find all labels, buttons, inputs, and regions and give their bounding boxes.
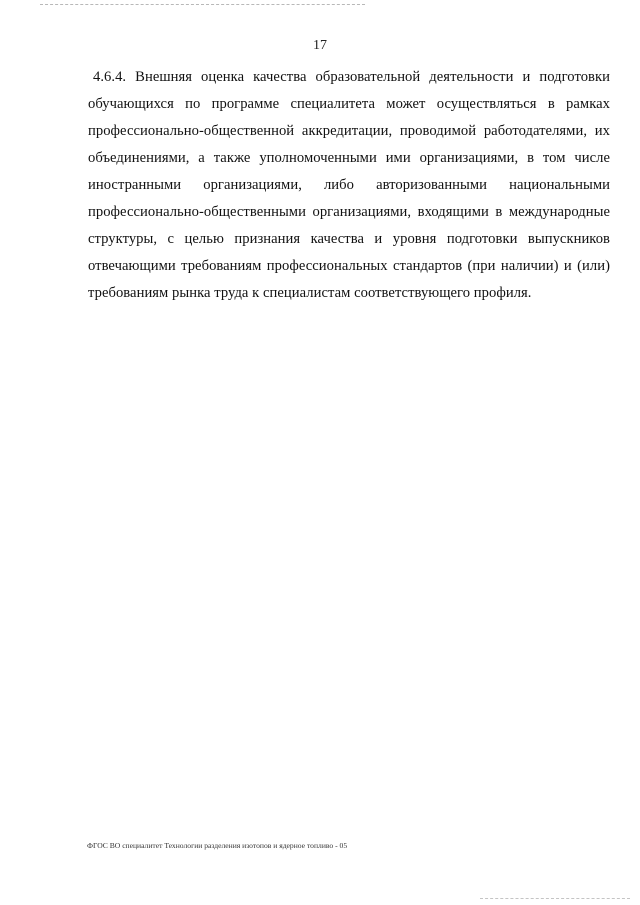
- document-footer: ФГОС ВО специалитет Технологии разделения изотопов и ядерное топливо - 05: [87, 841, 348, 850]
- section-paragraph: 4.6.4. Внешняя оценка качества образовательной деятельности и подготовки обучающихся по программе специалитета может осуществляться в рамках профессионально-общественной аккредитации, проводимой работодателями, их объединениями, а также уполномоченными ими организациями, в том числе иностранными организациями, либо авторизованными национальными профессионально-общественными организациями, входящими в международные структуры, с целью признания качества и уровня подготовки выпускников отвечающими требованиям профессиональных стандартов (при наличии) и (или) требованиям рынка труда к специалистам соответствующего профиля.: [88, 69, 610, 301]
- page-number: 17: [313, 38, 327, 53]
- scan-artifact-top-line: [40, 4, 365, 5]
- scan-artifact-bottom-line: [480, 898, 630, 899]
